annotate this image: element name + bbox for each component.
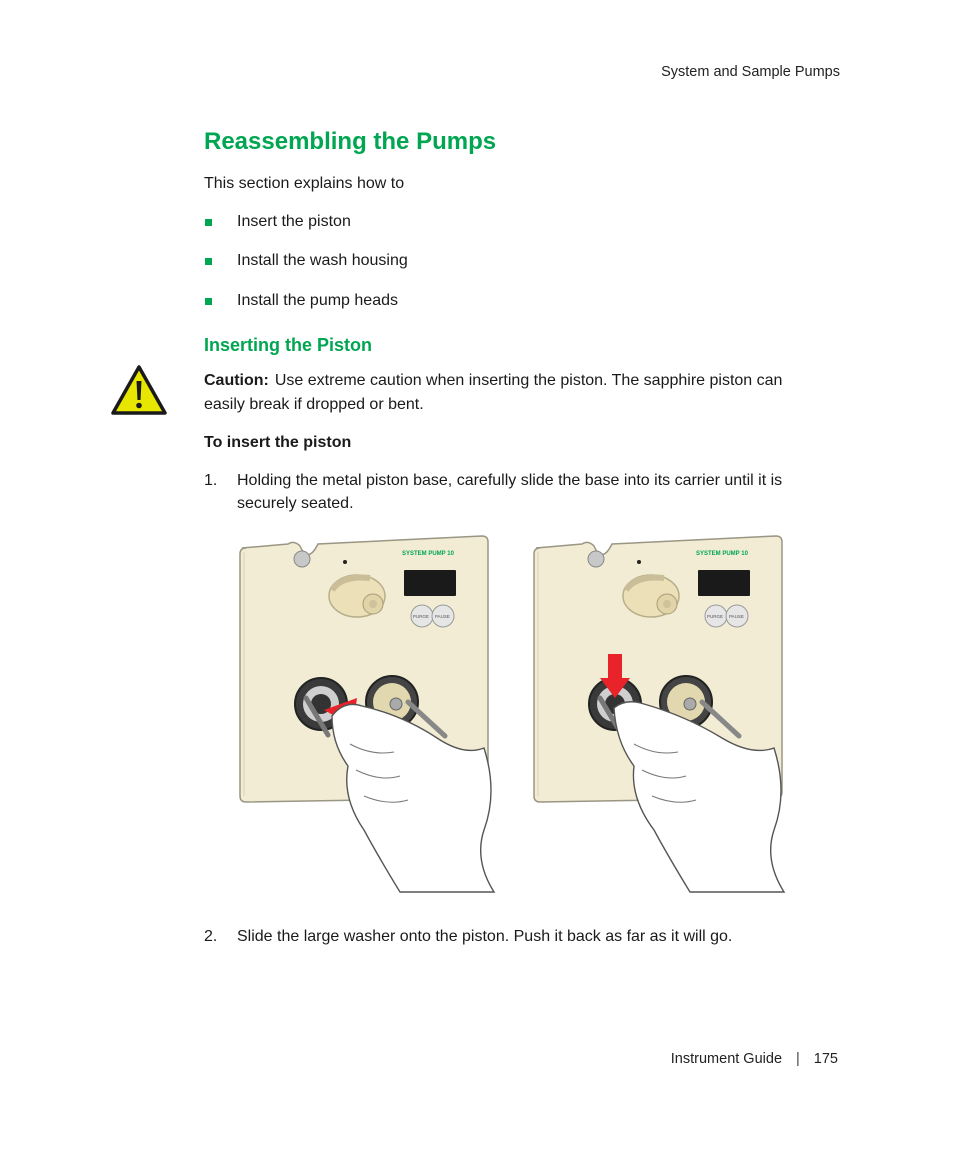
caution-note <box>204 369 814 417</box>
step-number: 1. <box>204 472 218 489</box>
step-number: 2. <box>204 928 218 945</box>
intro-text: This section explains how to <box>204 175 405 192</box>
procedure-step <box>204 469 844 517</box>
purge-label: PURGE <box>413 614 430 619</box>
footer-guide-title: Instrument Guide <box>670 1051 783 1067</box>
purge-label: PURGE <box>707 614 724 619</box>
list-item-text: Install the pump heads <box>237 292 398 309</box>
panel-label: SYSTEM PUMP 10 <box>402 551 454 557</box>
panel-label: SYSTEM PUMP 10 <box>696 551 748 557</box>
footer-separator: | <box>796 1051 800 1067</box>
procedure-step <box>204 925 844 949</box>
procedure-title: To insert the piston <box>204 434 352 451</box>
subsection-title: Inserting the Piston <box>204 335 373 355</box>
pump-illustration-slide <box>232 530 502 900</box>
step-text: Holding the metal piston base, carefully slide the base into its carrier until it is securely seated. <box>237 472 783 512</box>
page-number: 175 <box>813 1051 838 1067</box>
bullet-square-icon <box>205 298 212 305</box>
pause-label: PAUSE <box>435 614 450 619</box>
caution-triangle-icon <box>110 364 168 416</box>
caution-text: Use extreme caution when inserting the piston. The sapphire piston can easily break if dropped or bent. <box>204 372 783 413</box>
pause-label: PAUSE <box>729 614 744 619</box>
caution-label: Caution: <box>204 372 269 389</box>
bullet-square-icon <box>205 219 212 226</box>
bullet-square-icon <box>205 258 212 265</box>
pump-illustration-seat <box>526 530 796 900</box>
list-item-text: Insert the piston <box>237 213 351 230</box>
running-header: System and Sample Pumps <box>661 64 840 80</box>
page-title: Reassembling the Pumps <box>204 128 497 155</box>
page-footer <box>671 1051 838 1067</box>
list-item-text: Install the wash housing <box>237 252 408 269</box>
step-text: Slide the large washer onto the piston. Push it back as far as it will go. <box>237 928 733 945</box>
